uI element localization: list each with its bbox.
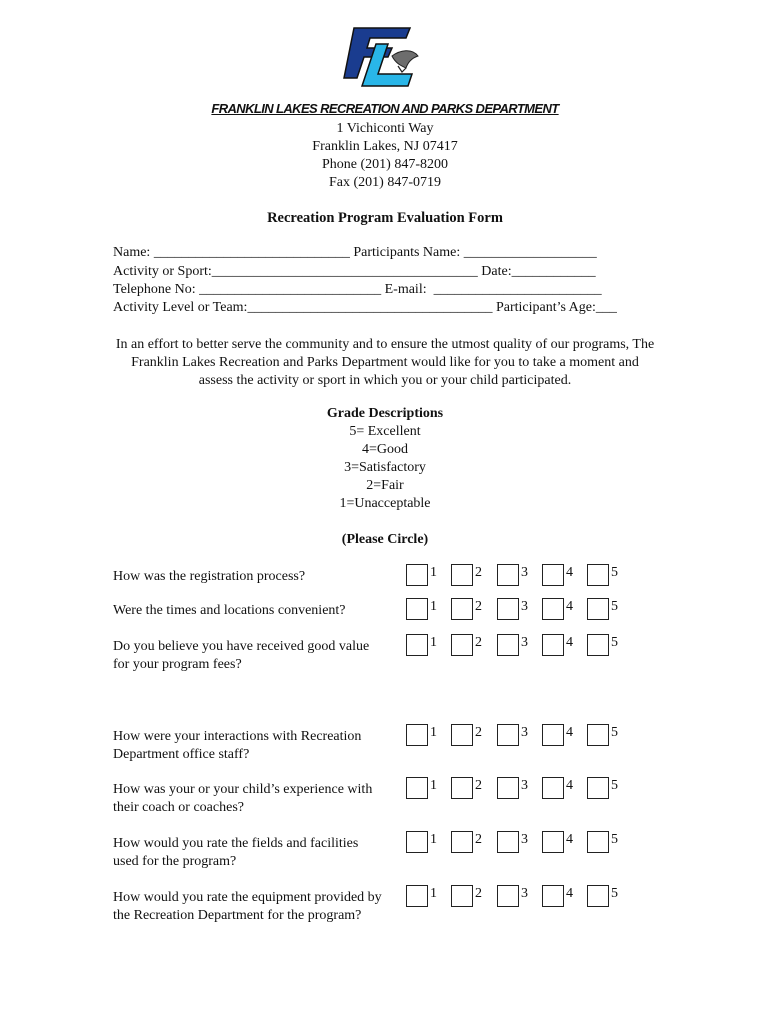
rating-checkbox[interactable] [451, 831, 473, 853]
question-line: How would you rate the fields and facilities [113, 836, 359, 851]
question-line: used for the program? [113, 854, 237, 869]
activity-field-line[interactable]: Activity or Sport:______________________________________ Date:____________ [113, 264, 596, 279]
rating-number: 3 [521, 725, 528, 740]
grade-item: 3=Satisfactory [344, 460, 426, 475]
question-text [113, 728, 413, 764]
rating-checkbox[interactable] [497, 634, 519, 656]
grade-item: 5= Excellent [349, 424, 421, 439]
question-text [113, 781, 413, 817]
form-title: Recreation Program Evaluation Form [267, 210, 503, 226]
question-line: How was your or your child’s experience with [113, 782, 373, 797]
grade-item: 2=Fair [366, 478, 404, 493]
rating-number: 1 [430, 778, 437, 793]
fax-number: Fax (201) 847-0719 [329, 175, 441, 190]
question-line: their coach or coaches? [113, 800, 244, 815]
question-line: Department office staff? [113, 747, 250, 762]
rating-checkbox[interactable] [406, 724, 428, 746]
question-line: How was the registration process? [113, 569, 306, 584]
rating-checkbox[interactable] [451, 564, 473, 586]
rating-checkbox[interactable] [451, 634, 473, 656]
question-line: How were your interactions with Recreation [113, 729, 362, 744]
grade-heading: Grade Descriptions [326, 406, 444, 421]
rating-checkbox[interactable] [587, 885, 609, 907]
rating-checkbox[interactable] [497, 724, 519, 746]
address-city: Franklin Lakes, NJ 07417 [312, 139, 458, 154]
question-text [113, 889, 413, 925]
rating-number: 4 [566, 832, 573, 847]
grade-item: 1=Unacceptable [339, 496, 431, 511]
rating-checkbox[interactable] [542, 634, 564, 656]
rating-number: 1 [430, 599, 437, 614]
rating-number: 3 [521, 635, 528, 650]
rating-checkbox[interactable] [542, 564, 564, 586]
rating-number: 2 [475, 599, 482, 614]
rating-checkbox[interactable] [406, 777, 428, 799]
rating-number: 2 [475, 565, 482, 580]
question-line: for your program fees? [113, 657, 242, 672]
rating-number: 3 [521, 832, 528, 847]
question-text [113, 568, 413, 586]
rating-number: 2 [475, 725, 482, 740]
rating-checkbox[interactable] [406, 885, 428, 907]
rating-checkbox[interactable] [542, 777, 564, 799]
department-name: FRANKLIN LAKES RECREATION AND PARKS DEPARTMENT [211, 101, 559, 116]
rating-checkbox[interactable] [587, 724, 609, 746]
rating-checkbox[interactable] [587, 634, 609, 656]
rating-checkbox[interactable] [406, 598, 428, 620]
rating-checkbox[interactable] [542, 885, 564, 907]
rating-number: 1 [430, 565, 437, 580]
rating-checkbox[interactable] [542, 724, 564, 746]
rating-number: 2 [475, 886, 482, 901]
rating-checkbox[interactable] [497, 831, 519, 853]
rating-number: 3 [521, 886, 528, 901]
department-logo [340, 26, 422, 88]
question-line: How would you rate the equipment provided by [113, 890, 382, 905]
rating-number: 5 [611, 778, 618, 793]
rating-number: 5 [611, 725, 618, 740]
rating-number: 2 [475, 635, 482, 650]
rating-checkbox[interactable] [542, 831, 564, 853]
rating-checkbox[interactable] [406, 831, 428, 853]
rating-checkbox[interactable] [451, 598, 473, 620]
logo-graphic [340, 26, 422, 88]
rating-checkbox[interactable] [587, 831, 609, 853]
question-text [113, 602, 413, 620]
rating-number: 2 [475, 778, 482, 793]
rating-number: 4 [566, 778, 573, 793]
rating-number: 4 [566, 599, 573, 614]
grade-item: 4=Good [361, 442, 408, 457]
telephone-field-line[interactable]: Telephone No: __________________________ E-mail: ________________________ [113, 282, 602, 297]
rating-number: 1 [430, 635, 437, 650]
rating-number: 5 [611, 886, 618, 901]
rating-checkbox[interactable] [497, 885, 519, 907]
intro-paragraph: In an effort to better serve the community and to ensure the utmost quality of our programs, The Franklin Lakes Recreation and Parks Department would like for you to take a moment and assess the activity or sport in which you or your child participated. [115, 337, 655, 388]
rating-number: 4 [566, 886, 573, 901]
rating-number: 2 [475, 832, 482, 847]
rating-checkbox[interactable] [451, 724, 473, 746]
level-field-line[interactable]: Activity Level or Team:___________________________________ Participant’s Age:___ [113, 300, 617, 315]
rating-checkbox[interactable] [406, 564, 428, 586]
rating-number: 3 [521, 778, 528, 793]
rating-number: 3 [521, 565, 528, 580]
rating-checkbox[interactable] [451, 777, 473, 799]
rating-number: 4 [566, 565, 573, 580]
name-field-line[interactable]: Name: ____________________________ Participants Name: ___________________ [113, 245, 597, 260]
rating-number: 5 [611, 635, 618, 650]
question-line: the Recreation Department for the program? [113, 908, 362, 923]
rating-number: 5 [611, 565, 618, 580]
rating-checkbox[interactable] [542, 598, 564, 620]
rating-number: 1 [430, 725, 437, 740]
rating-checkbox[interactable] [587, 777, 609, 799]
question-line: Do you believe you have received good value [113, 639, 370, 654]
rating-number: 5 [611, 599, 618, 614]
rating-number: 1 [430, 832, 437, 847]
rating-number: 1 [430, 886, 437, 901]
rating-checkbox[interactable] [497, 564, 519, 586]
phone-number: Phone (201) 847-8200 [322, 157, 448, 172]
question-text [113, 638, 413, 674]
address-street: 1 Vichiconti Way [336, 121, 434, 136]
please-circle-instruction: (Please Circle) [341, 532, 429, 547]
rating-number: 4 [566, 725, 573, 740]
rating-checkbox[interactable] [497, 598, 519, 620]
rating-checkbox[interactable] [497, 777, 519, 799]
rating-checkbox[interactable] [587, 564, 609, 586]
question-line: Were the times and locations convenient? [113, 603, 346, 618]
question-text [113, 835, 413, 871]
rating-checkbox[interactable] [406, 634, 428, 656]
rating-number: 4 [566, 635, 573, 650]
rating-number: 5 [611, 832, 618, 847]
rating-checkbox[interactable] [587, 598, 609, 620]
rating-number: 3 [521, 599, 528, 614]
rating-checkbox[interactable] [451, 885, 473, 907]
